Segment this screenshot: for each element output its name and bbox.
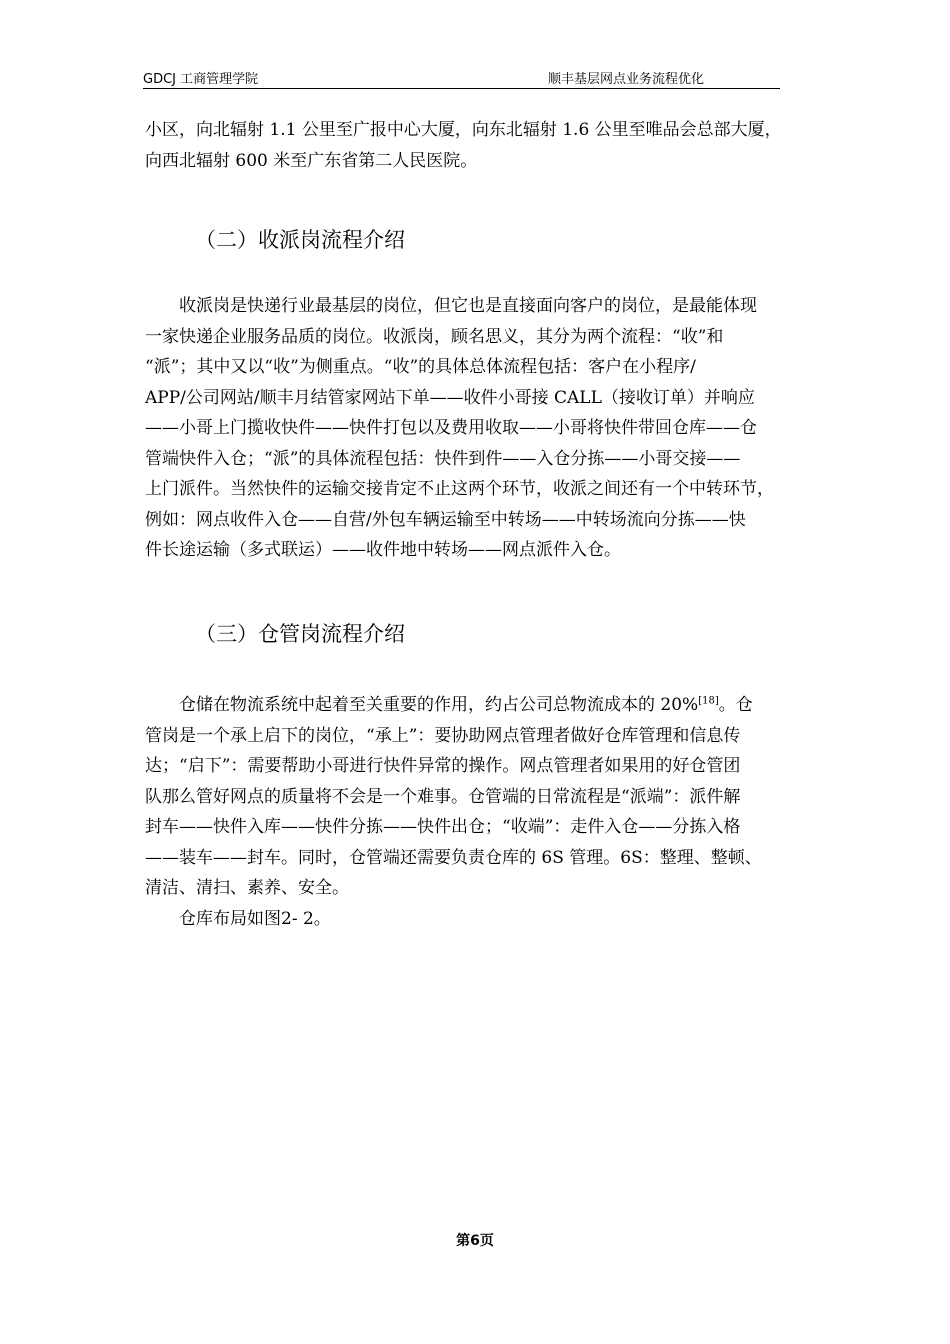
page-header xyxy=(143,66,780,89)
text-line: 管岗是一个承上启下的岗位，“承上”：要协助网点管理者做好仓库管理和信息传 xyxy=(145,725,741,746)
text-line: 上门派件。当然快件的运输交接肯定不止这两个环节，收派之间还有一个中转环节， xyxy=(145,479,774,499)
text-line: 队那么管好网点的质量将不会是一个难事。仓管端的日常流程是“派端”：派件解 xyxy=(145,786,741,807)
text-line: ——小哥上门揽收快件——快件打包以及费用收取——小哥将快件带回仓库——仓 xyxy=(145,418,757,438)
section-heading-2: （二）收派岗流程介绍 xyxy=(195,228,405,252)
text-line: 件长途运输（多式联运）——收件地中转场——网点派件入仓。 xyxy=(145,540,621,560)
text-line: 收派岗是快递行业最基层的岗位，但它也是直接面向客户的岗位，是最能体现 xyxy=(179,296,757,316)
text-line: 一家快递企业服务品质的岗位。收派岗，顾名思义，其分为两个流程：“收”和 xyxy=(145,326,724,347)
section2-paragraph xyxy=(145,291,840,566)
header-school: GDCJ 工商管理学院 xyxy=(143,72,259,87)
text-segment: 。仓 xyxy=(718,695,753,715)
section-heading-3: （三）仓管岗流程介绍 xyxy=(195,622,405,646)
text-line: 清洁、清扫、素养、安全。 xyxy=(145,878,349,898)
text-line: 向西北辐射 600 米至广东省第二人民医院。 xyxy=(145,150,478,171)
text-segment: 仓储在物流系统中起着至关重要的作用，约占公司总物流成本的 20% xyxy=(179,695,699,715)
section3-paragraph xyxy=(145,690,840,934)
text-line: 封车——快件入库——快件分拣——快件出仓；“收端”：走件入仓——分拣入格 xyxy=(145,817,741,837)
text-line: 小区，向北辐射 1.1 公里至广报中心大厦，向东北辐射 1.6 公里至唯品会总部大厦， xyxy=(145,120,782,140)
page-number: 第6页 xyxy=(456,1233,494,1249)
citation-ref: [18] xyxy=(698,695,719,707)
figure-reference: 仓库布局如图2- 2。 xyxy=(179,908,331,929)
text-line: 例如：网点收件入仓——自营/外包车辆运输至中转场——中转场流向分拣——快 xyxy=(145,509,746,530)
text-line: APP/公司网站/顺丰月结管家网站下单——收件小哥接 CALL（接收订单）并响应 xyxy=(145,387,755,408)
text-line: 管端快件入仓；“派”的具体流程包括：快件到件——入仓分拣——小哥交接—— xyxy=(145,448,741,469)
text-line: 达；“启下”：需要帮助小哥进行快件异常的操作。网点管理者如果用的好仓管团 xyxy=(145,756,741,776)
text-line xyxy=(145,690,840,721)
text-line: “派”；其中又以“收”为侧重点。“收”的具体总体流程包括：客户在小程序/ xyxy=(145,357,696,377)
intro-paragraph xyxy=(145,115,840,176)
header-thesis-title: 顺丰基层网点业务流程优化 xyxy=(548,72,705,87)
text-line: ——装车——封车。同时，仓管端还需要负责仓库的 6S 管理。6S：整理、整顿、 xyxy=(145,847,762,868)
